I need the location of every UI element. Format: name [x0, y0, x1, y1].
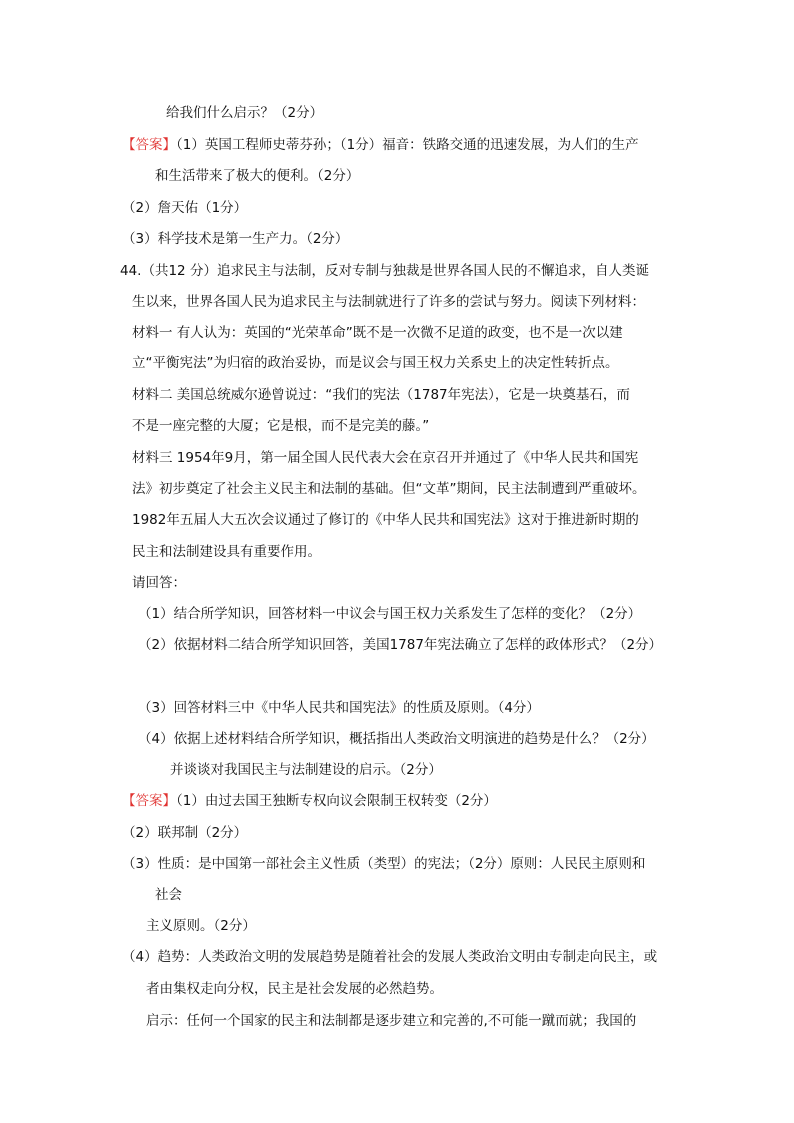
text-line: 民主和法制建设具有重要作用。 [132, 544, 321, 560]
text-line: 给我们什么启示？（2分） [166, 105, 324, 121]
sub-question-2: （2）依据材料二结合所学知识回答，美国1787年宪法确立了怎样的政体形式？（2分） [138, 637, 663, 653]
answer-line [122, 135, 639, 155]
material-two: 材料二 美国总统威尔逊曾说过：“我们的宪法（1787年宪法），它是一块奠基石，而 [132, 387, 630, 403]
text-line: 1982年五届人大五次会议通过了修订的《中华人民共和国宪法》这对于推进新时期的 [132, 512, 639, 528]
text-line: 请回答： [132, 575, 186, 591]
text-line: （3）性质：是中国第一部社会主义性质（类型）的宪法；（2分）原则：人民民主原则和 [122, 856, 646, 872]
question-44-stem: 44.（共12 分）追求民主与法制，反对专制与独裁是世界各国人民的不懈追求，自人类诞 [120, 263, 649, 279]
sub-question-1: （1）结合所学知识，回答材料一中议会与国王权力关系发生了怎样的变化？（2分） [138, 606, 642, 622]
text-line: 者由集权走向分权，民主是社会发展的必然趋势。 [146, 981, 443, 997]
text-line: 生以来，世界各国人民为追求民主与法制就进行了许多的尝试与努力。阅读下列材料： [132, 294, 645, 310]
material-one: 材料一 有人认为：英国的“光荣革命”既不是一次微不足道的政变，也不是一次以建 [132, 325, 623, 341]
text-line: 并谈谈对我国民主与法制建设的启示。（2分） [170, 762, 442, 778]
text-line: 启示：任何一个国家的民主和法制都是逐步建立和完善的,不可能一蹴而就；我国的 [146, 1013, 637, 1029]
text-line: （2）联邦制（2分） [122, 825, 248, 841]
answer-tag: 【答案】 [122, 793, 176, 809]
text-line: 立“平衡宪法”为归宿的政治妥协，而是议会与国王权力关系史上的决定性转折点。 [132, 355, 619, 371]
text-line: 不是一座完整的大厦；它是根，而不是完美的藤。” [132, 418, 430, 434]
sub-question-4: （4）依据上述材料结合所学知识，概括指出人类政治文明演进的趋势是什么？（2分） [138, 731, 655, 747]
text-line: （4）趋势：人类政治文明的发展趋势是随着社会的发展人类政治文明由专制走向民主，或 [122, 949, 658, 965]
text-line: （2）詹天佑（1分） [122, 200, 248, 216]
text-line: 主义原则。（2分） [146, 918, 256, 934]
text-line: （3）科学技术是第一生产力。（2分） [122, 231, 349, 247]
text-line: 社会 [155, 887, 182, 903]
text-line: 法》初步奠定了社会主义民主和法制的基础。但“文革”期间，民主法制遭到严重破坏。 [132, 481, 646, 497]
material-three: 材料三 1954年9月，第一届全国人民代表大会在京召开并通过了《中华人民共和国宪 [132, 450, 639, 466]
text-line: （1）由过去国王独断专权向议会限制王权转变（2分） [176, 793, 497, 809]
answer-tag: 【答案】 [122, 137, 176, 153]
sub-question-3: （3）回答材料三中《中华人民共和国宪法》的性质及原则。（4分） [138, 700, 540, 716]
answer-line [122, 791, 497, 811]
text-line: （1）英国工程师史蒂芬孙；（1分）福音：铁路交通的迅速发展，为人们的生产 [176, 137, 639, 153]
text-line: 和生活带来了极大的便利。（2分） [155, 168, 360, 184]
